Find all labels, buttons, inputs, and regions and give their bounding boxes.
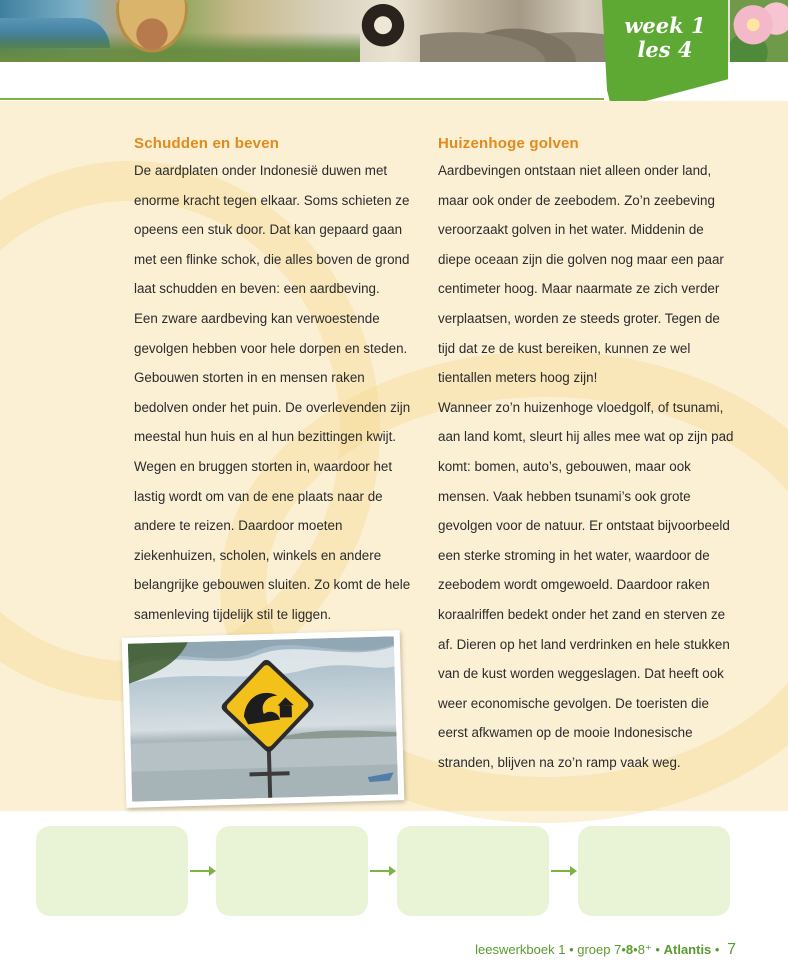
flow-box-1[interactable] bbox=[36, 826, 188, 916]
tsunami-warning-sign-icon bbox=[128, 636, 398, 801]
footer-brand: Atlantis bbox=[663, 942, 712, 957]
flow-arrow-icon bbox=[551, 870, 575, 872]
banner-temple-stupas bbox=[420, 10, 610, 62]
footer-separator: • bbox=[569, 942, 574, 957]
paragraph: Een zware aardbeving kan verwoestende gevolgen hebben voor hele dorpen en steden. Gebouwen storten in en mensen raken bedolven onder het puin. De overlevenden zijn meestal hun huis en al hun bezittingen kwijt. Wegen en bruggen storten in, waardoor het lastig wordt om van de ene plaats naar de andere te reizen. Daardoor moeten ziekenhuizen, scholen, winkels en andere belangrijke gebouwen sluiten. Zo komt de hele samenleving tijdelijk stil te liggen. bbox=[134, 310, 411, 622]
footer-separator: • bbox=[714, 942, 720, 957]
article-left-column bbox=[134, 132, 420, 630]
flow-arrow-icon bbox=[370, 870, 394, 872]
footer-group-suffix: 8⁺ bbox=[637, 942, 652, 957]
paragraph: De aardplaten onder Indonesië duwen met enorme kracht tegen elkaar. Soms schieten ze opeens een stuk door. Dat kan gepaard gaan met een flinke schok, die alles boven de grond laat schudden en beven: een aardbeving. bbox=[134, 163, 410, 297]
flow-box-4[interactable] bbox=[578, 826, 730, 916]
footer-group-mid: 8 bbox=[625, 942, 634, 957]
paragraph: Aardbevingen ontstaan niet alleen onder land, maar ook onder de zeebodem. Zo’n zeebeving veroorzaakt golven in het water. Middenin de diepe oceaan zijn die golven nog maar een paar centimeter hoog. Maar naarmate ze zich verder verplaatsen, worden ze steeds groter. Tegen de tijd dat ze de kust bereiken, kunnen ze wel tientallen meters hoog zijn! bbox=[438, 163, 724, 386]
footer-separator: • bbox=[655, 942, 660, 957]
banner-mask bbox=[352, 0, 414, 56]
flow-box-2[interactable] bbox=[216, 826, 368, 916]
paragraph: Wanneer zo’n huizenhoge vloedgolf, of tsunami, aan land komt, sleurt hij alles mee wat op zijn pad komt: bomen, auto’s, gebouwen, maar ook mensen. Vaak hebben tsunami’s ook grote gevolgen voor de natuur. Er ontstaat bijvoorbeeld een sterke stroming in het water, waardoor de zeebodem wordt omgewoeld. Daardoor raken koraalriffen bedekt onder het zand en sterven ze af. Dieren op het land verdrinken en hele stukken van de kust worden weggeslagen. Dat heeft ook weer economische gevolgen. De toeristen die eerst afkwamen op de mooie Indonesische stranden, blijven na zo’n ramp vaak weg. bbox=[438, 399, 734, 770]
footer-group-dot: • bbox=[621, 942, 626, 957]
flow-arrow-icon bbox=[190, 870, 214, 872]
lesson-label: les 4 bbox=[637, 37, 693, 62]
banner-frangipani-flower bbox=[730, 0, 788, 62]
footer-book-title: leeswerkboek 1 bbox=[475, 942, 566, 957]
article-right-column bbox=[438, 132, 738, 777]
section-heading: Schudden en beven bbox=[134, 135, 280, 152]
page-number: 7 bbox=[727, 941, 736, 958]
footer-group-dot: • bbox=[633, 942, 638, 957]
week-label: week 1 bbox=[624, 13, 706, 38]
section-heading: Huizenhoge golven bbox=[438, 135, 579, 152]
flow-box-3[interactable] bbox=[397, 826, 549, 916]
header-divider bbox=[0, 98, 604, 100]
page-footer bbox=[440, 941, 736, 959]
week-lesson-label bbox=[612, 14, 718, 62]
tsunami-sign-photo bbox=[122, 630, 405, 808]
footer-group-prefix: groep 7 bbox=[577, 942, 622, 957]
